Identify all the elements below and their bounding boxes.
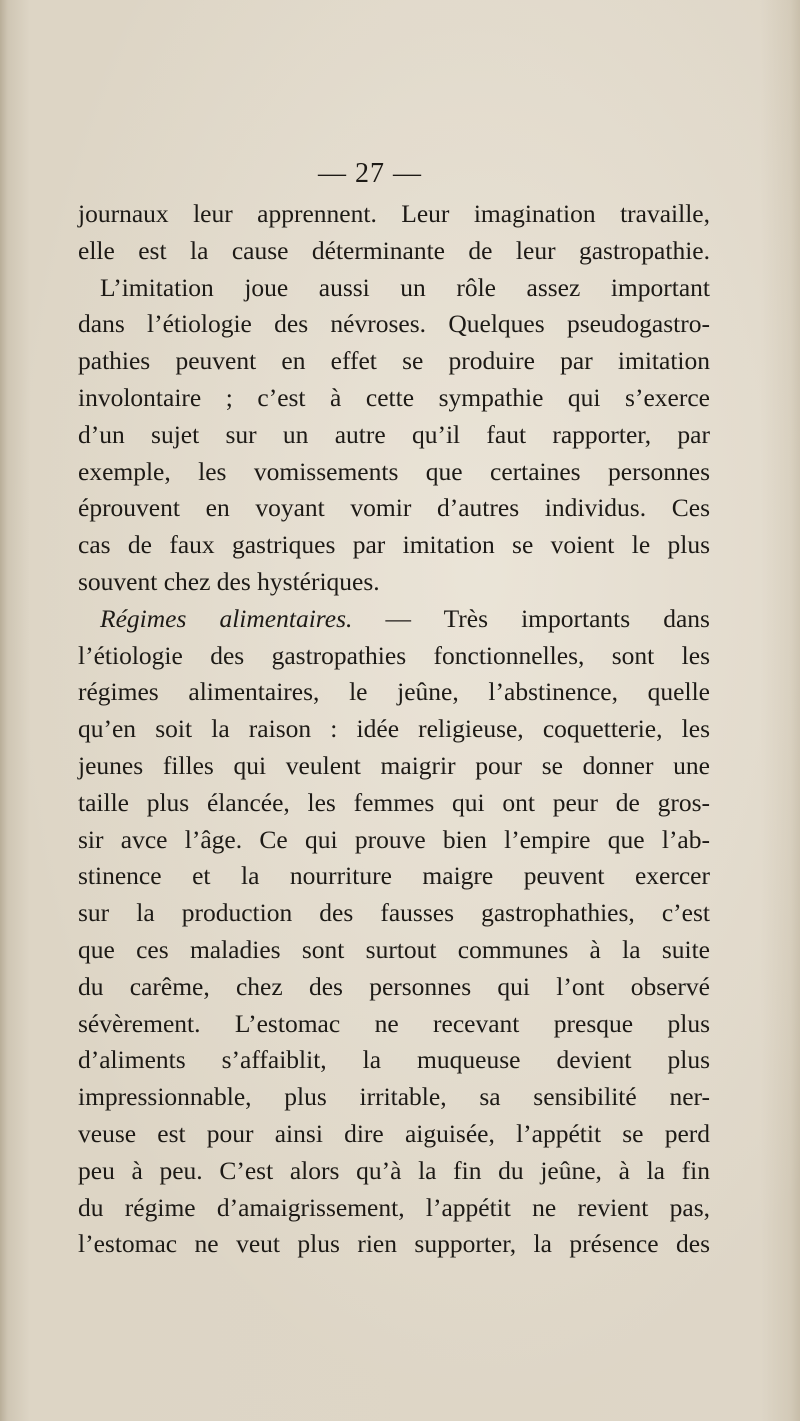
text-line: Très importants dans bbox=[443, 603, 710, 633]
heading-dash: — bbox=[352, 603, 444, 633]
page-number: — 27 — bbox=[318, 158, 422, 189]
text-line: exemple, les vomissements que certaines personnes bbox=[78, 456, 710, 486]
body-text bbox=[78, 196, 710, 1263]
text-line: journaux leur apprennent. Leur imagination travaille, bbox=[78, 199, 710, 228]
text-line: elle est la cause déterminante de leur gastropathie. bbox=[78, 235, 710, 265]
text-line: pathies peuvent en effet se produire par imitation bbox=[78, 346, 710, 376]
text-line: l’étiologie des gastropathies fonctionnelles, sont les bbox=[78, 640, 710, 670]
text-line: taille plus élancée, les femmes qui ont peur de gros- bbox=[78, 787, 710, 817]
text-line: sur la production des fausses gastrophathies, c’est bbox=[78, 898, 710, 928]
text-line: éprouvent en voyant vomir d’autres individus. Ces bbox=[78, 493, 710, 523]
section-heading: Régimes alimentaires. bbox=[100, 603, 353, 633]
text-line: du régime d’amaigrissement, l’appétit ne revient pas, bbox=[78, 1192, 710, 1222]
text-line: jeunes filles qui veulent maigrir pour se donner une bbox=[78, 750, 710, 780]
text-line: dans l’étiologie des névroses. Quelques pseudogastro- bbox=[78, 309, 710, 339]
text-line: souvent chez des hystériques. bbox=[78, 566, 380, 596]
text-line: sévèrement. L’estomac ne recevant presque plus bbox=[78, 1008, 710, 1038]
text-line: cas de faux gastriques par imitation se voient le plus bbox=[78, 530, 710, 560]
section-heading-line bbox=[78, 601, 710, 638]
text-line: d’aliments s’affaiblit, la muqueuse devient plus bbox=[78, 1045, 710, 1075]
text-line: l’estomac ne veut plus rien supporter, la présence des bbox=[78, 1229, 710, 1259]
text-line: peu à peu. C’est alors qu’à la fin du jeûne, à la fin bbox=[78, 1155, 710, 1185]
text-line: impressionnable, plus irritable, sa sensibilité ner- bbox=[78, 1082, 710, 1112]
text-line: stinence et la nourriture maigre peuvent exercer bbox=[78, 861, 710, 891]
text-line: sir avce l’âge. Ce qui prouve bien l’empire que l’ab- bbox=[78, 824, 710, 854]
text-line: que ces maladies sont surtout communes à la suite bbox=[78, 934, 710, 964]
text-line: régimes alimentaires, le jeûne, l’abstinence, quelle bbox=[78, 677, 710, 707]
text-line: d’un sujet sur un autre qu’il faut rapporter, par bbox=[78, 419, 710, 449]
text-line: qu’en soit la raison : idée religieuse, coquetterie, les bbox=[78, 714, 710, 744]
text-line: L’imitation joue aussi un rôle assez important bbox=[100, 272, 710, 302]
text-line: veuse est pour ainsi dire aiguisée, l’appétit se perd bbox=[78, 1118, 710, 1148]
text-line: du carême, chez des personnes qui l’ont observé bbox=[78, 971, 710, 1001]
text-line: involontaire ; c’est à cette sympathie qui s’exerce bbox=[78, 382, 710, 412]
